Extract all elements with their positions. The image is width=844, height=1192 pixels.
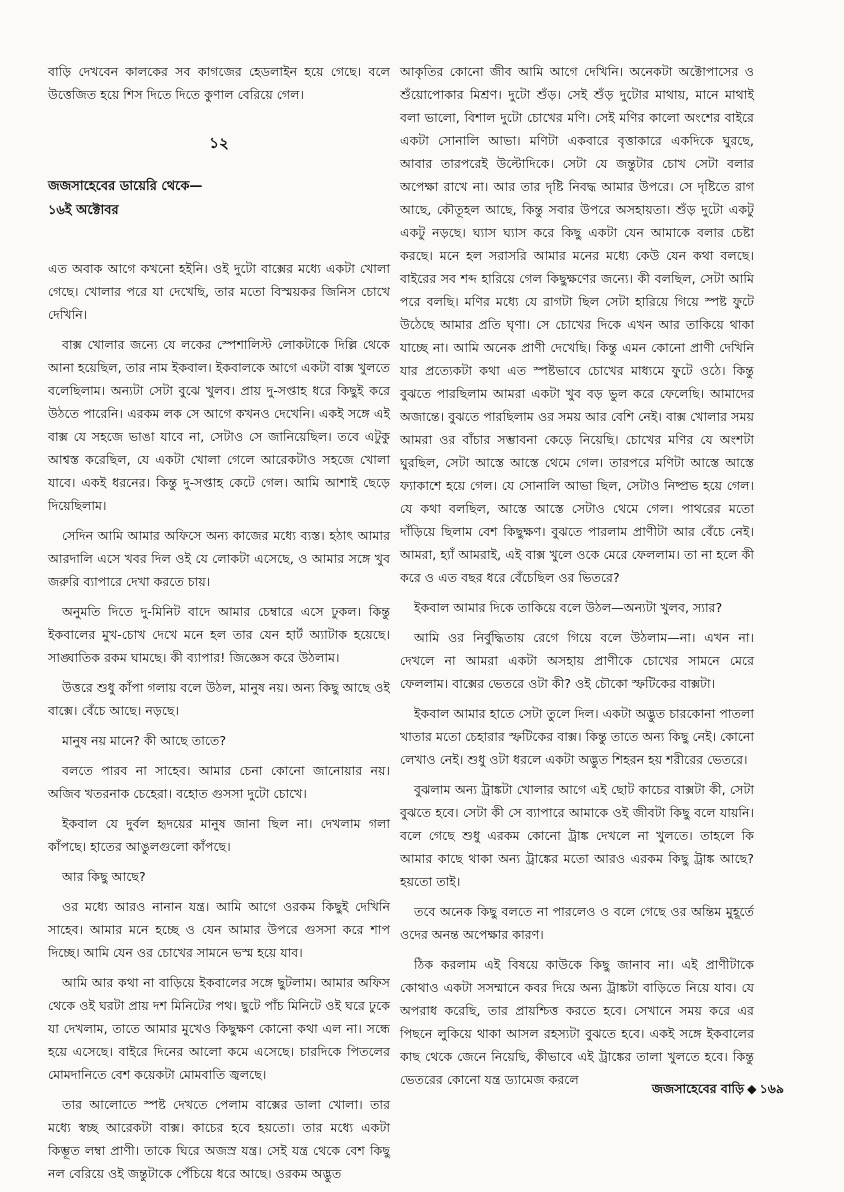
diamond-icon: ◆ (747, 1081, 757, 1096)
paragraph: তবে অনেক কিছু বলতে না পারলেও ও বলে গেছে ওর অন্তিম মুহূর্তে ওদের অনন্ত অপেক্ষার কারণ। (400, 904, 754, 942)
paragraph: আকৃতির কোনো জীব আমি আগে দেখিনি। অনেকটা অক্টোপাসের ও শুঁয়োপোকার মিশ্রণ। দুটো শুঁড়। সেই শুঁড় দুটোর মাথায়, মানে মাথাই বলা ভালো, বিশাল দুটো চোখের মণি। সেই মণির কালো অংশের বাইরে একটা সোনালি আভা। মণিটা একবারে বৃত্তাকারে একদিকে ঘুরছে, আবার তারপরেই উল্টোদিকে। সেটা যে জন্তুটার চোখ সেটা বলার অপেক্ষা রাখে না। আর তার দৃষ্টি নিবদ্ধ আমার উপরে। সে দৃষ্টিতে রাগ আছে, কৌতূহল আছে, কিন্তু সবার উপরে অসহায়তা। শুঁড় দুটো একটু একটু নড়ছে। ঘ্যাস ঘ্যাস করে কিছু একটা যেন আমাকে বলার চেষ্টা করছে। মনে হল সরাসরি আমার মনের মধ্যে কেউ যেন কথা বলছে। বাইরের সব শব্দ হারিয়ে গেল কিছুক্ষণের জন্যে। কী বলছিল, সেটা আমি পরে বলছি। মণির মধ্যে যে রাগটা ছিল সেটা হারিয়ে গিয়ে স্পষ্ট ফুটে উঠেছে আমার প্রতি ঘৃণা। সে চোখের দিকে এখন আর তাকিয়ে থাকা যাচ্ছে না। আমি অনেক প্রাণী দেখেছি। কিন্তু এমন কোনো প্রাণী দেখিনি যার প্রত্যেকটা কথা এত স্পষ্টভাবে চোখের মাধ্যমে ফুটে ওঠে। কিন্তু বুঝতে পারছিলাম আমরা একটা খুব বড় ভুল করে ফেলেছি। আমাদের অজান্তে। বুঝতে পারছিলাম ওর সময় আর বেশি নেই। বাক্স খোলার সময় আমরা ওর বাঁচার সম্ভাবনা কেড়ে নিয়েছি। চোখের মণির যে অংশটা ঘুরছিল, সেটা আস্তে আস্তে থেমে গেল। তারপরে মণিটা আস্তে আস্তে ফ্যাকাশে হয়ে গেল। যে সোনালি আভা ছিল, সেটাও নিষ্প্রভ হয়ে গেল। যে কথা বলছিল, আস্তে আস্তে সেটাও থেমে গেল। পাথরের মতো দাঁড়িয়ে ছিলাম বেশ কিছুক্ষণ। বুঝতে পারলাম প্রাণীটা আর বেঁচে নেই। আমরা, হ্যাঁ আমরাই, এই বাক্স খুলে ওকে মেরে ফেললাম। তা না হলে কী করে ও এত বছর ধরে বেঁচেছিল ওর ভিতরে? (400, 64, 754, 585)
paragraph: এত অবাক আগে কখনো হইনি। ওই দুটো বাক্সের মধ্যে একটা খোলা গেছে। খোলার পরে যা দেখেছি, তার মতো বিস্ময়কর জিনিস চোখে দেখিনি। (48, 261, 390, 322)
paragraph: ইকবাল আমার দিকে তাকিয়ে বলে উঠল—অন্যটা খুলব, স্যার? (414, 600, 723, 615)
page-number: ১৬৯ (759, 1081, 784, 1096)
paragraph: বাক্স খোলার জন্যে যে লকের স্পেশালিস্ট লোকটাকে দিল্লি থেকে আনা হয়েছিল, তার নাম ইকবাল। ইকবালকে আগে একটা বাক্স খুলতে বলেছিলাম। অন্যটা সেটা বুঝে খুলব। প্রায় দু-সপ্তাহ ধরে কিছুই করে উঠতে পারেনি। এরকম লক সে আগে কখনও দেখেনি। একই সঙ্গে এই বাক্স যে সহজে ভাঙা যাবে না, সেটাও সে জানিয়েছিল। তবে এটুকু আশ্বস্ত করেছিল, যে একটা খোলা গেলে আরেকটাও সহজে খোলা যাবে। একই ধরনের। কিন্তু দু-সপ্তাহ কেটে গেল। আমি আশাই ছেড়ে দিয়েছিলাম। (48, 337, 390, 513)
paragraph: সেদিন আমি আমার অফিসে অন্য কাজের মধ্যে ব্যস্ত। হঠাৎ আমার আরদালি এসে খবর দিল ওই যে লোকটা এসেছে, ও আমার সঙ্গে খুব জরুরি ব্যাপারে দেখা করতে চায়। (48, 528, 390, 589)
left-column (48, 60, 390, 1192)
paragraph: বলতে পারব না সাহেব। আমার চেনা কোনো জানোয়ার নয়। অজিব খতরনাক চেহেরা। বহোত গুসসা দুটো চোখে। (48, 763, 390, 801)
diary-heading-title: জজসাহেবের ডায়েরি থেকে— (48, 179, 203, 194)
running-title: জজসাহেবের বাড়ি (651, 1081, 745, 1096)
page-footer (652, 1081, 784, 1101)
paragraph: অনুমতি দিতে দু-মিনিট বাদে আমার চেম্বারে এসে ঢুকল। কিন্তু ইকবালের মুখ-চোখ দেখে মনে হল তার যেন হার্ট অ্যাটাক হয়েছে। সাঙ্ঘাতিক রকম ঘামছে। কী ব্যাপার! জিজ্ঞেস করে উঠলাম। (48, 604, 390, 665)
paragraph: তার আলোতে স্পষ্ট দেখতে পেলাম বাক্সের ডালা খোলা। তার মধ্যে স্বচ্ছ আরেকটা বাক্স। কাচের হবে হয়তো। তার মধ্যে একটা কিম্ভূত লম্বা প্রাণী। তাকে ঘিরে অজস্র যন্ত্র। সেই যন্ত্র থেকে বেশ কিছু নল বেরিয়ে ওই জন্তুটাকে পেঁচিয়ে ধরে আছে। ওরকম অদ্ভুত (48, 1097, 390, 1181)
chapter-number: ১২ (209, 134, 229, 152)
paragraph: আমি ওর নির্বুদ্ধিতায় রেগে গিয়ে বলে উঠলাম—না। এখন না। দেখলে না আমরা একটা অসহায় প্রাণীকে চোখের সামনে মেরে ফেললাম। বাক্সের ভেতরে ওটা কী? ওই চৌকো স্ফটিকের বাক্সটা। (400, 630, 754, 691)
diary-heading-date: ১৬ই অক্টোবর (48, 203, 119, 218)
paragraph: আর কিছু আছে? (62, 869, 146, 884)
diary-heading (48, 175, 390, 223)
intro-paragraph: বাড়ি দেখবেন কালকের সব কাগজের হেডলাইন হয়ে গেছে। বলে উত্তেজিত হয়ে শিস দিতে দিতে কুণাল বেরিয়ে গেল। (48, 64, 390, 102)
paragraph: মানুষ নয় মানে? কী আছে তাতে? (62, 733, 227, 748)
paragraph: ইকবাল আমার হাতে সেটা তুলে দিল। একটা অদ্ভুত চারকোনা পাতলা খাতার মতো চেহারার স্ফটিকের বাক্স। কিন্তু তাতে অন্য কিছু নেই। কোনো লেখাও নেই। শুধু ওটা ধরলে একটা অদ্ভুত শিহরন হয় শরীরের ভেতরে। (400, 706, 754, 767)
paragraph: বুঝলাম অন্য ট্রাঙ্কটা খোলার আগে এই ছোট কাচের বাক্সটা কী, সেটা বুঝতে হবে। সেটা কী সে ব্যাপারে আমাকে ওই জীবটা কিছু বলে যায়নি। বলে গেছে শুধু এরকম কোনো ট্রাঙ্ক দেখলে না খুলতে। তাহলে কি আমার কাছে থাকা অন্য ট্রাঙ্কের মতো আরও এরকম কিছু ট্রাঙ্ক আছে? হয়তো তাই। (400, 782, 754, 889)
paragraph: আমি আর কথা না বাড়িয়ে ইকবালের সঙ্গে ছুটলাম। আমার অফিস থেকে ওই ঘরটা প্রায় দশ মিনিটের পথ। ছুটে পাঁচ মিনিটে ওই ঘরে ঢুকে যা দেখলাম, তাতে আমার মুখেও কিছুক্ষণ কোনো কথা এল না। সন্ধে হয়ে এসেছে। বাইরে দিনের আলো কমে এসেছে। চারদিকে পিতলের মোমদানিতে বেশ কয়েকটা মোমবাতি জ্বলছে। (48, 975, 390, 1082)
paragraph: উত্তরে শুধু কাঁপা গলায় বলে উঠল, মানুষ নয়। অন্য কিছু আছে ওই বাক্সে। বেঁচে আছে। নড়ছে। (48, 680, 390, 718)
paragraph: ঠিক করলাম এই বিষয়ে কাউকে কিছু জানাব না। এই প্রাণীটাকে কোথাও একটা সসম্মানে কবর দিয়ে অন্য ট্রাঙ্কটা বাড়িতে নিয়ে যাব। যে অপরাধ করেছি, তার প্রায়শ্চিত্ত করতে হবে। সেখানে সময় করে এর পিছনে লুকিয়ে থাকা আসল রহস্যটা বুঝতে হবে। একই সঙ্গে ইকবালের কাছ থেকে জেনে নিয়েছি, কীভাবে এই ট্রাঙ্কের তালা খুলতে হবে। কিন্তু ভেতরের কোনো যন্ত্র ড্যামেজ করলে (400, 957, 754, 1087)
paragraph: ইকবাল যে দুর্বল হৃদয়ের মানুষ জানা ছিল না। দেখলাম গলা কাঁপছে। হাতের আঙুলগুলো কাঁপছে। (48, 816, 390, 854)
paragraph: ওর মধ্যে আরও নানান যন্ত্র। আমি আগে ওরকম কিছুই দেখিনি সাহেব। আমার মনে হচ্ছে ও যেন আমার উপরে গুসসা করে শাপ দিচ্ছে। আমি যেন ওর চোখের সামনে ভস্ম হয়ে যাব। (48, 899, 390, 960)
right-column (400, 60, 754, 1098)
